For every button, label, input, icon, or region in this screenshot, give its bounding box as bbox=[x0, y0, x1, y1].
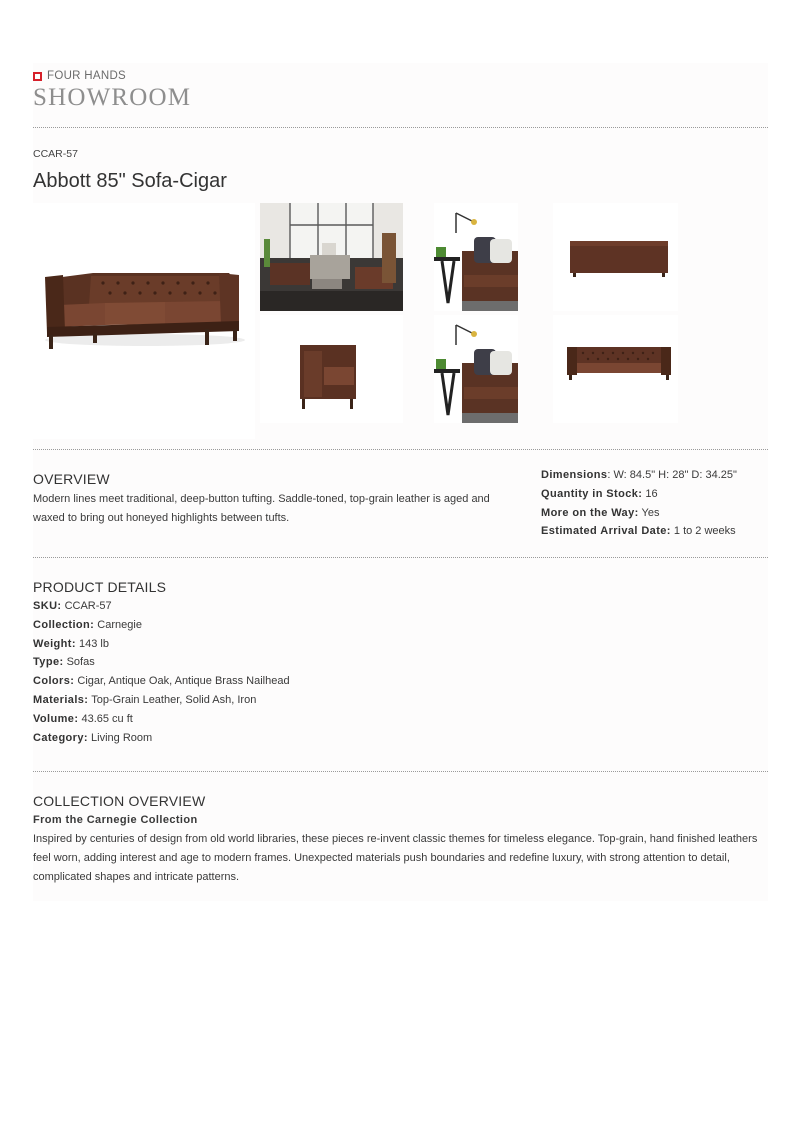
brand-name: FOUR HANDS bbox=[47, 70, 127, 82]
spec-more-on-way bbox=[541, 504, 771, 523]
spec-label: Dimensions bbox=[541, 469, 608, 481]
detail-row-volume: Volume: 43.65 cu ft bbox=[33, 712, 133, 725]
detail-row-materials: Materials: Top-Grain Leather, Solid Ash, Iron bbox=[33, 693, 257, 706]
sofa-back-photo[interactable] bbox=[553, 203, 678, 311]
details-heading: PRODUCT DETAILS bbox=[33, 579, 167, 595]
showroom-title: SHOWROOM bbox=[33, 84, 192, 111]
collection-text: Inspired by centuries of design from old world libraries, these pieces re-invent classic themes for timeless elegance. Top-grain, hand finished leathers feel worn, adding interest and age to modern frames. Unexpected materials push boundaries and redefine luxury, with strong attention to detail, complicated shapes and intricate patterns. bbox=[33, 832, 758, 883]
sofa-side-profile-photo[interactable] bbox=[260, 315, 403, 423]
spec-dimensions: Dimensions: W: 84.5" H: 28" D: 34.25" bbox=[541, 469, 737, 481]
collection-heading: COLLECTION OVERVIEW bbox=[33, 793, 206, 809]
spec-value: 16 bbox=[645, 487, 658, 500]
detail-row-collection: Collection: Carnegie bbox=[33, 618, 142, 631]
product-title: Abbott 85" Sofa-Cigar bbox=[33, 170, 227, 192]
overview-left bbox=[33, 471, 513, 528]
product-details-section bbox=[33, 558, 768, 764]
overview-heading: OVERVIEW bbox=[33, 471, 110, 487]
sofa-side-lamp-photo[interactable] bbox=[434, 203, 518, 311]
four-hands-logo-icon bbox=[33, 72, 42, 81]
spec-quantity bbox=[541, 485, 771, 504]
spec-value: W: 84.5" H: 28" D: 34.25" bbox=[613, 469, 737, 481]
collection-overview-section bbox=[33, 772, 768, 901]
room-scene-photo[interactable] bbox=[260, 203, 403, 311]
product-sheet bbox=[33, 63, 768, 901]
spec-label: Estimated Arrival Date: bbox=[541, 525, 671, 538]
sofa-front-photo[interactable] bbox=[553, 315, 678, 423]
product-code: CCAR-57 bbox=[33, 148, 78, 160]
product-gallery bbox=[33, 203, 768, 439]
sofa-angle-photo[interactable] bbox=[33, 203, 255, 439]
overview-section bbox=[33, 450, 768, 557]
brand-row bbox=[33, 63, 768, 83]
overview-text: Modern lines meet traditional, deep-button tufting. Saddle-toned, top-grain leather is aged and waxed to bring out honeyed highlights between tufts. bbox=[33, 493, 490, 524]
spec-value: Yes bbox=[641, 506, 660, 519]
detail-row-weight: Weight: 143 lb bbox=[33, 637, 109, 650]
detail-row-sku: SKU: CCAR-57 bbox=[33, 600, 112, 612]
collection-subheading: From the Carnegie Collection bbox=[33, 814, 198, 826]
divider bbox=[33, 127, 768, 128]
detail-row-type: Type: Sofas bbox=[33, 656, 95, 669]
overview-specs bbox=[541, 466, 771, 541]
detail-row-colors: Colors: Cigar, Antique Oak, Antique Brass Nailhead bbox=[33, 675, 290, 688]
details-list bbox=[33, 597, 768, 747]
spec-arrival-date bbox=[541, 522, 771, 541]
spec-label: Quantity in Stock: bbox=[541, 487, 643, 500]
spec-value: 1 to 2 weeks bbox=[673, 525, 736, 538]
spec-label: More on the Way: bbox=[541, 506, 639, 519]
sofa-side-lamp-photo-2[interactable] bbox=[434, 315, 518, 423]
detail-row-category: Category: Living Room bbox=[33, 731, 153, 744]
brand-header bbox=[33, 63, 768, 112]
